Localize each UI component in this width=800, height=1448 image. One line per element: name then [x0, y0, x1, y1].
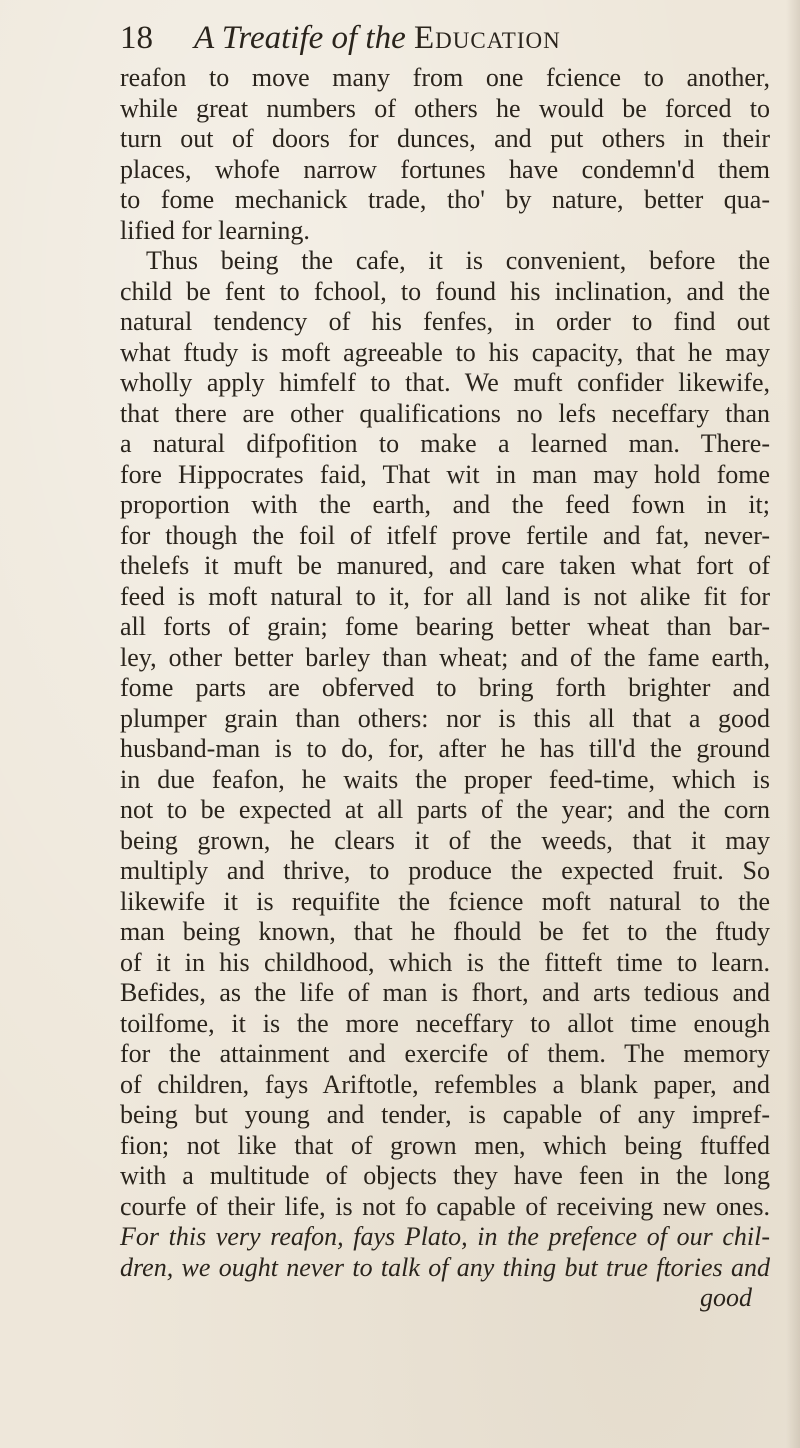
text-line: Befides, as the life of man is fhort, and arts tedious and — [120, 978, 770, 1007]
text-line: feed is moft natural to it, for all land is not alike fit for — [120, 581, 770, 611]
page-number: 18 — [120, 20, 153, 56]
catchword: good — [700, 1283, 752, 1312]
paragraph-start-line: Thus being the cafe, it is convenient, before the — [146, 246, 770, 275]
text-line: of children, fays Ariftotle, refembles a blank paper, and — [120, 1069, 770, 1099]
text-line: lified for learning. — [120, 215, 310, 245]
text-line: multiply and thrive, to produce the expected fruit. So — [120, 856, 770, 885]
italic-text-line: dren, we ought never to talk of any thing but true ftories and — [120, 1252, 770, 1282]
text-line: husband-man is to do, for, after he has till'd the ground — [120, 734, 770, 763]
text-line: being but young and tender, is capable of any impref- — [120, 1100, 770, 1129]
text-line: a natural difpofition to make a learned man. There- — [120, 429, 770, 458]
text-line: thelefs it muft be manured, and care taken what fort of — [120, 551, 770, 580]
text-line: courfe of their life, is not fo capable of receiving new ones. — [120, 1191, 770, 1221]
page-edge-shadow — [786, 0, 800, 1448]
text-line: likewife it is requifite the fcience moft natural to the — [120, 886, 770, 916]
text-line: child be fent to fchool, to found his inclination, and the — [120, 276, 770, 306]
text-line: for though the foil of itfelf prove fertile and fat, never- — [120, 520, 770, 550]
running-title-italic: A Treatife of the — [194, 20, 406, 56]
text-line: that there are other qualifications no lefs neceffary than — [120, 398, 770, 428]
text-line: turn out of doors for dunces, and put others in their — [120, 124, 770, 153]
text-line: proportion with the earth, and the feed fown in it; — [120, 490, 770, 519]
text-line: with a multitude of objects they have feen in the long — [120, 1161, 770, 1190]
text-line: natural tendency of his fenfes, in order to find out — [120, 307, 770, 336]
text-line: reafon to move many from one fcience to another, — [120, 63, 770, 92]
running-title-caps: Education — [414, 20, 561, 56]
text-line: plumper grain than others: nor is this all that a good — [120, 703, 770, 733]
text-line: to fome mechanick trade, tho' by nature, better qua- — [120, 185, 770, 214]
text-line: toilfome, it is the more neceffary to allot time enough — [120, 1008, 770, 1038]
text-line: while great numbers of others he would be forced to — [120, 93, 770, 123]
text-line: for the attainment and exercife of them. The memory — [120, 1039, 770, 1068]
text-line: being grown, he clears it of the weeds, that it may — [120, 825, 770, 855]
text-line: fore Hippocrates faid, That wit in man may hold fome — [120, 459, 770, 489]
running-header — [120, 20, 760, 68]
running-title — [194, 20, 561, 57]
body-text — [120, 63, 770, 1314]
text-line: in due feafon, he waits the proper feed-time, which is — [120, 764, 770, 794]
text-line: ley, other better barley than wheat; and of the fame earth, — [120, 642, 770, 672]
text-line: not to be expected at all parts of the year; and the corn — [120, 795, 770, 824]
text-line: fome parts are obferved to bring forth brighter and — [120, 673, 770, 702]
text-line: man being known, that he fhould be fet to the ftudy — [120, 917, 770, 946]
text-line: of it in his childhood, which is the fitteft time to learn. — [120, 947, 770, 977]
text-line: all forts of grain; fome bearing better wheat than bar- — [120, 612, 770, 641]
text-line: what ftudy is moft agreeable to his capacity, that he may — [120, 337, 770, 367]
italic-text-line: For this very reafon, fays Plato, in the prefence of our chil- — [120, 1222, 770, 1251]
text-line: fion; not like that of grown men, which being ftuffed — [120, 1130, 770, 1160]
text-line: wholly apply himfelf to that. We muft confider likewife, — [120, 368, 770, 397]
text-line: places, whofe narrow fortunes have condemn'd them — [120, 154, 770, 184]
